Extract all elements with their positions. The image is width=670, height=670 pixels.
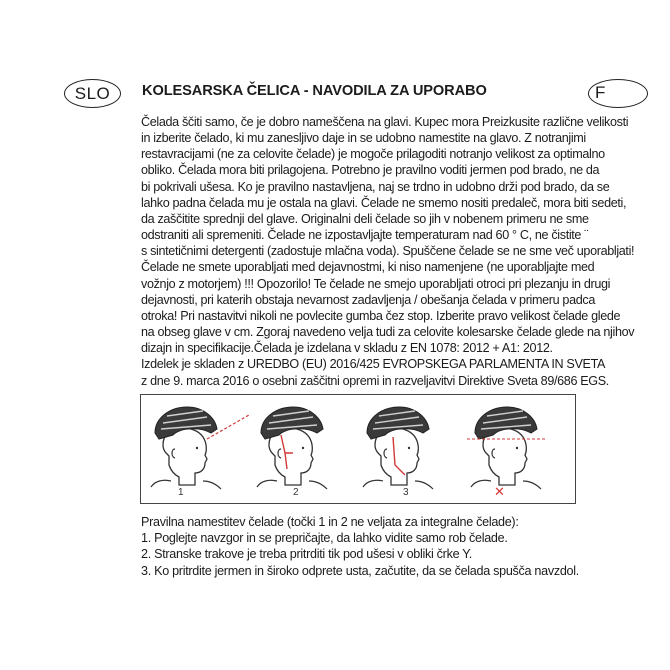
instruction-line: 2. Stranske trakove je treba pritrditi tik pod ušesi v obliki črke Y. [141, 547, 472, 562]
instruction-line: Pravilna namestitev čelade (točki 1 in 2 ne veljata za integralne čelade): [141, 515, 519, 529]
fitting-instructions [141, 514, 611, 579]
body-text-line: na obseg glave v cm. Zgoraj navedeno velja tudi za celovite kolesarske čelade glede na njihov [141, 325, 635, 340]
body-text-line: odstraniti ali spremeniti. Čelade ne izpostavljajte temperaturam nad 60 ° C, ne čistite ¨ [141, 228, 589, 243]
body-text-line: Čelade ne smete uporabljati med dejavnostmi, ki niso namenjene (ne uporabljajte med [141, 260, 595, 275]
helmet-fitting-illustrations [141, 395, 577, 505]
helmet-fitting-figure [140, 394, 576, 504]
body-text-line: vožnjo z motorjem) !!! Opozorilo! Te čelade ne smejo uporabljati otroci pri plezanju in drugi [141, 276, 611, 291]
body-text-line: s sintetičnimi detergenti (zadostuje mlačna voda). Spuščene čelade se ne sme več uporabljati! [141, 244, 635, 259]
instruction-line: 1. Poglejte navzgor in se prepričajte, da lahko vidite samo rob čelade. [141, 531, 508, 546]
fitting-wrong-example [467, 407, 545, 489]
instruction-line: 3. Ko pritrdite jermen in široko odprete usta, začutite, da se čelada spušča navzdol. [141, 563, 579, 578]
body-text-line: obliko. Čelada mora biti prilagojena. Potrebno je pravilno voditi jermen pod brado, ne da [141, 163, 600, 178]
instructions-body [141, 114, 635, 389]
body-text-line: dizajn in specifikacije.Čelada je izdelana v skladu z EN 1078: 2012 + A1: 2012. [141, 341, 553, 356]
figure-label-2: 2 [293, 487, 299, 498]
fitting-step-2 [257, 407, 327, 489]
fitting-step-1 [151, 407, 249, 489]
body-text-line: Izdelek je skladen z UREDBO (EU) 2016/425 EVROPSKEGA PARLAMENTA IN SVETA [141, 357, 606, 372]
wrong-mark-icon: ✕ [494, 485, 505, 500]
body-text-line: z dne 9. marca 2016 o osebni zaščitni opremi in razveljavitvi Direktive Sveta 89/686 EGS. [141, 373, 609, 388]
figure-label-1: 1 [178, 487, 184, 498]
body-text-line: Čelada ščiti samo, če je dobro nameščena na glavi. Kupec mora Preizkusite različne velikosti [141, 115, 629, 129]
body-text-line: bi pokrivali ušesa. Ko je pravilno nastavljena, naj se trdno in udobno drži pod brado, da se [141, 179, 610, 194]
body-text-line: restavracijami (ne za celovite čelade) je mogoče prilagoditi notranjo velikost za optimalno [141, 147, 605, 162]
figure-label-3: 3 [403, 487, 409, 498]
document-title: KOLESARSKA ČELICA - NAVODILA ZA UPORABO [142, 83, 487, 99]
body-text-line: dejavnosti, pri katerih obstaja nevarnost zadavljenja / obešanja čelada v primeru padca [141, 292, 595, 307]
body-text-line: da zaščitite sprednji del glave. Originalni deli čelade so jih v nobenem primeru ne sme [141, 211, 589, 226]
fitting-step-3 [363, 407, 433, 489]
body-text-line: otroka! Pri nastavitvi nikoli ne povlecite gumba čez stop. Izberite pravo velikost čelade glede [141, 308, 621, 323]
body-text-line: lahko padna čelada mu je ostala na glavi. Čelade ne smemo nositi predaleč, mora biti sedeti, [141, 195, 627, 210]
next-page-language-badge: F [588, 79, 648, 108]
language-badge: SLO [64, 79, 121, 108]
body-text-line: in izberite čelado, ki mu zanesljivo daje in se udobno namestite na glavo. Z notranjimi [141, 131, 586, 146]
